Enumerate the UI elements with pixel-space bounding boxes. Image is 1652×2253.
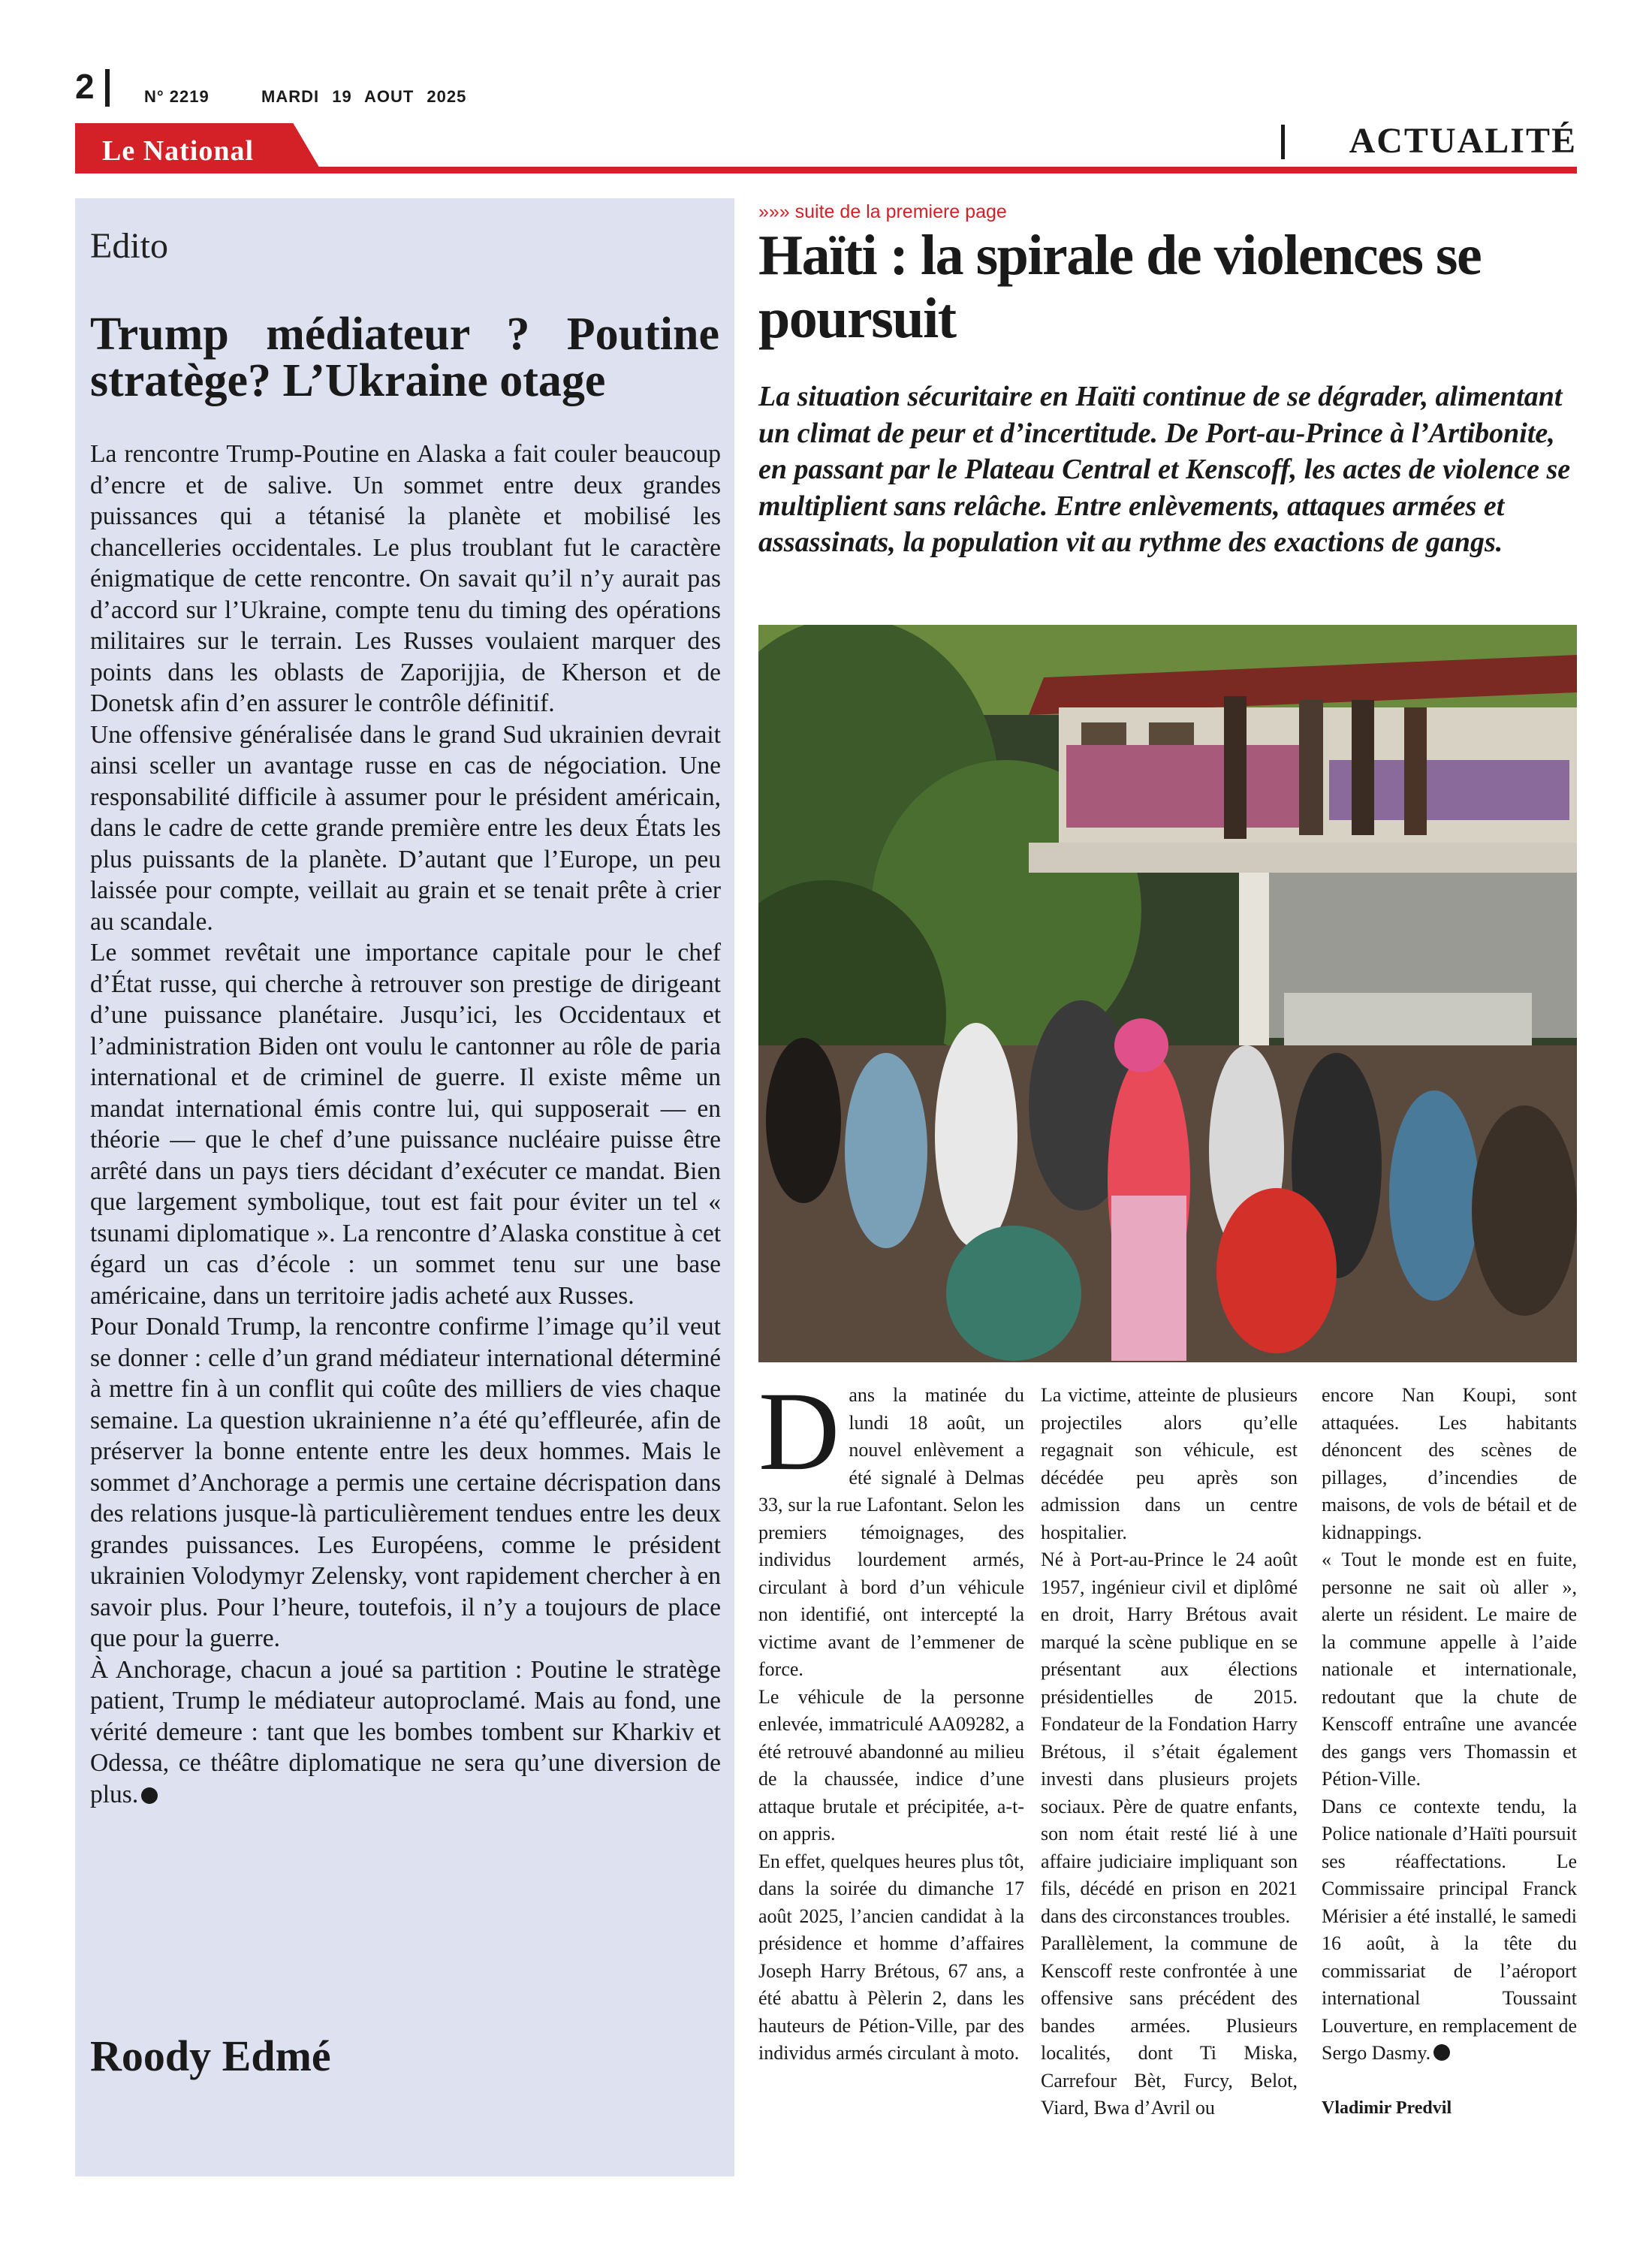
header-divider: [105, 69, 110, 107]
article-column-2: [1041, 1382, 1298, 2122]
issue-date: MARDI 19 AOUT 2025: [261, 87, 467, 106]
edito-author: Roody Edmé: [90, 2031, 331, 2080]
article-paragraph: Le véhicule de la personne enlevée, immatriculé AA09282, a été retrouvé abandonné au milieu de la chaussée, indice d’une attaque brutale et précipitée, a-t-on appris.: [758, 1685, 1024, 1844]
edito-paragraph: Pour Donald Trump, la rencontre confirme l’image qu’il veut se donner : celle d’un grand médiateur international déterminé à mettre fin à un conflit qui coûte des milliers de vies chaque semaine. La question ukrainienne n’a été qu’effleurée, afin de préserver la bonne entente entre les deux hommes. Mais le sommet d’Anchorage a permis une certaine décrispation dans des relations jusque-là particulièrement tendues entre les deux grandes puissances. Les Européens, comme le président ukrainien Volodymyr Zelensky, vont rapidement chercher à en savoir plus. Pour l’heure, toutefois, il n’y a toujours de place que pour la guerre.: [90, 1313, 721, 1652]
article-paragraph: Parallèlement, la commune de Kenscoff reste confrontée à une offensive sans précédent des bandes armées. Plusieurs localités, dont Ti Miska, Carrefour Bèt, Furcy, Belot, Viard, Bwa d’Avril ou: [1041, 1932, 1298, 2119]
article-paragraph-text: ans la matinée du lundi 18 août, un nouvel enlèvement a été signalé à Delmas 33, sur la rue Lafontant. Selon les premiers témoignages, des individus lourdement armés, circulant à bord d’un véhicule non identifié, ont intercepté la victime avant de l’emmener de force.: [758, 1384, 1024, 1680]
article-paragraph: « Tout le monde est en fuite, personne ne sait où aller », alerte un résident. Le maire de la commune appelle à l’aide nationale et internationale, redoutant que la chute de Kenscoff entraîne une avancée des gangs vers Thomassin et Pétion-Ville.: [1322, 1549, 1577, 1790]
header-rule: [75, 167, 1577, 173]
end-mark-icon: [141, 1787, 158, 1804]
crowd-photo-illustration: [758, 625, 1577, 1362]
article-paragraph: En effet, quelques heures plus tôt, dans la soirée du dimanche 17 août 2025, l’ancien candidat à la présidence et homme d’affaires Joseph Harry Brétous, 67 ans, a été abattu à Pèlerin 2, dans les hauteurs de Pétion-Ville, par des individus armés circulant à moto.: [758, 1850, 1024, 2064]
article-kicker: »»» suite de la premiere page: [758, 201, 1007, 222]
edito-title: Trump médiateur ? Poutine stratège? L’Ukraine otage: [90, 309, 719, 406]
article-column-1: [758, 1369, 1024, 2068]
end-mark-icon: [1433, 2044, 1450, 2061]
article-column-3: [1322, 1382, 1577, 2122]
article-byline: Vladimir Predvil: [1322, 2098, 1452, 2118]
article-photo: [758, 625, 1577, 1362]
article-paragraph: encore Nan Koupi, sont attaquées. Les habitants dénoncent des scènes de pillages, d’incendies de maisons, de vols de bétail et de kidnappings.: [1322, 1384, 1577, 1543]
article-lede: La situation sécuritaire en Haïti continue de se dégrader, alimentant un climat de peur et d’incertitude. De Port-au-Prince à l’Artibonite, en passant par le Plateau Central et Kenscoff, les actes de violence se multiplient sans relâche. Entre enlèvements, attaques armées et assassinats, la population vit au rythme des exactions de gangs.: [758, 381, 1571, 558]
edito-paragraph: Le sommet revêtait une importance capitale pour le chef d’État russe, qui cherche à retrouver son prestige de dirigeant d’une puissance planétaire. Jusqu’ici, les Occidentaux et l’administration Biden ont voulu le cantonner au rôle de paria international et de criminel de guerre. Il existe même un mandat international émis contre lui, qui supposerait — en théorie — que le chef d’une puissance nucléaire puisse être arrêté dans un pays tiers décidant d’exécuter ce mandat. Bien que largement symbolique, tout est fait pour éviter un tel « tsunami diplomatique ». La rencontre d’Alaska constitue à cet égard un cas d’école : un sommet tenu sur une base américaine, dans un territoire jadis acheté aux Russes.: [90, 939, 721, 1310]
article-paragraph-text: Dans ce contexte tendu, la Police nationale d’Haïti poursuit ses réaffectations. Le Commissaire principal Franck Mérisier a été installé, le samedi 16 août, à la tête du commissariat de l’aéroport international Toussaint Louverture, en remplacement de Sergo Dasmy.: [1322, 1795, 1577, 2064]
section-separator: [1281, 125, 1285, 159]
article-paragraph: La victime, atteinte de plusieurs projectiles alors qu’elle regagnait son véhicule, est décédée peu après son admission dans un centre hospitalier.: [1041, 1384, 1298, 1543]
article-title: Haïti : la spirale de violences se poursuit: [758, 224, 1482, 350]
article-paragraph: [758, 1369, 1024, 1684]
page-number: 2: [75, 67, 95, 106]
edito-paragraph-text: À Anchorage, chacun a joué sa partition : Poutine le stratège patient, Trump le médiateur autoproclamé. Mais au fond, une vérité demeure : tant que les bombes tombent sur Kharkiv et Odessa, ce théâtre diplomatique ne sera qu’une diversion de plus.: [90, 1655, 721, 1808]
edito-kicker: Edito: [90, 226, 168, 266]
section-title: ACTUALITÉ: [1349, 121, 1577, 161]
article-paragraph: Né à Port-au-Prince le 24 août 1957, ingénieur civil et diplômé en droit, Harry Brétous avait marqué la scène publique en se présentant aux élections présidentielles de 2015. Fondateur de la Fondation Harry Brétous, il s’était également investi dans plusieurs projets sociaux. Père de quatre enfants, son nom était resté lié à une affaire judiciaire impliquant son fils, décédé en prison en 2021 dans des circonstances troubles.: [1041, 1549, 1298, 1927]
issue-number: N° 2219: [144, 87, 210, 106]
edito-paragraph: La rencontre Trump-Poutine en Alaska a fait couler beaucoup d’encre et de salive. Un sommet entre deux grandes puissances qui a tétanisé la planète et mobilisé les chancelleries occidentales. Le plus troublant fut le caractère énigmatique de cette rencontre. On savait qu’il n’y aurait pas d’accord sur l’Ukraine, compte tenu du timing des opérations militaires sur le terrain. Les Russes voulaient marquer des points dans les oblasts de Zaporijjia, de Kherson et de Donetsk afin d’en assurer le contrôle définitif.: [90, 440, 721, 717]
edito-paragraph: Une offensive généralisée dans le grand Sud ukrainien devrait ainsi sceller un avantage russe en cas de négociation. Une responsabilité difficile à assumer pour le président américain, dans le cadre de cette grande première entre les deux États les plus puissants de la planète. D’autant que l’Europe, un peu laissée pour compte, veillait au grain et se tenait prête à crier au scandale.: [90, 720, 721, 936]
edito-paragraph-last: [90, 1654, 721, 1811]
brand-name: Le National: [102, 135, 255, 167]
edito-column: [75, 198, 734, 2176]
edito-body: [90, 439, 721, 1810]
drop-cap: D: [758, 1369, 840, 1494]
article-paragraph-last: [1322, 1793, 1577, 2068]
